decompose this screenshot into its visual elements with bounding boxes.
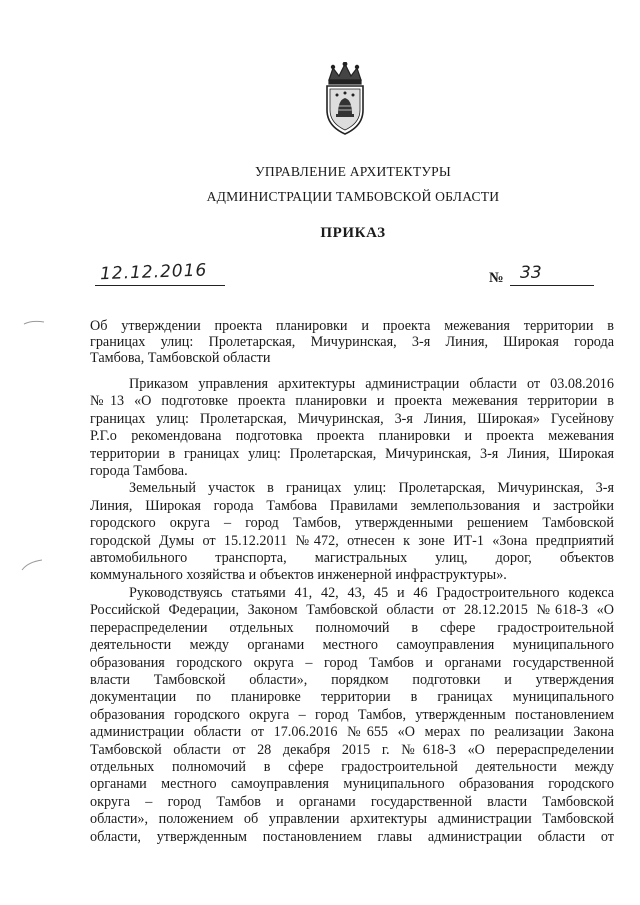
agency-name-line1: УПРАВЛЕНИЕ АРХИТЕКТУРЫ — [255, 164, 451, 179]
text-line: городской Думы от 15.12.2011 №472, отнесен к зоне ИТ-1 «Зона предприятий — [90, 532, 614, 549]
text-line: округа – город Тамбов и органами государственной власти Тамбовской — [90, 793, 614, 810]
text-line: Об утверждении проекта планировки и проекта межевания территории в — [90, 318, 614, 334]
text-line: Тамбовской области от 28 декабря 2015 г. №618-З «О перераспределении — [90, 741, 614, 758]
text-line: №13 «О подготовке проекта планировки и проекта межевания территории в — [90, 393, 614, 410]
text-line: Р.Г.о рекомендована подготовка проекта планировки и проекта межевания — [90, 428, 614, 445]
text-line: документации по планировке территории в границах муниципального — [90, 689, 614, 706]
text-line: городского округа – город Тамбов, утвержденными решением Тамбовской — [90, 515, 614, 532]
document-type-title: ПРИКАЗ — [320, 225, 386, 241]
margin-pencil-mark — [20, 558, 44, 572]
handwritten-date: 12.12.2016 — [99, 260, 208, 285]
text-line: Российской Федерации, Законом Тамбовской области от 28.12.2015 №618-З «О — [90, 602, 614, 619]
text-line: города Тамбова. — [90, 463, 188, 480]
margin-pencil-mark — [22, 318, 46, 328]
text-line: коммунального хозяйства и объектов инженерной инфраструктуры». — [90, 567, 507, 584]
text-line: области», положением об управлении архитектуры администрации Тамбовской — [90, 811, 614, 828]
text-line: Тамбова, Тамбовской области — [90, 350, 271, 366]
text-line: перераспределении отдельных полномочий в сфере градостроительной — [90, 619, 614, 636]
agency-name-line2: АДМИНИСТРАЦИИ ТАМБОВСКОЙ ОБЛАСТИ — [206, 189, 500, 204]
tambov-coat-of-arms-icon — [319, 62, 371, 136]
text-line: Руководствуясь статьями 41, 42, 43, 45 и 46 Градостроительного кодекса — [129, 584, 614, 601]
text-line: границах улиц: Пролетарская, Мичуринская, 3-я Линия, Широкая города — [90, 334, 614, 350]
text-line: Приказом управления архитектуры администрации области от 03.08.2016 — [129, 376, 614, 392]
text-line: территории в границах улиц: Пролетарская, Мичуринская, 3-я Линия, Широкая — [90, 445, 614, 462]
text-line: образования городского округа – город Тамбов и органами государственной — [90, 654, 614, 671]
text-line: деятельности между органами местного самоуправления муниципального — [90, 637, 614, 654]
text-line: Земельный участок в границах улиц: Пролетарская, Мичуринская, 3-я — [129, 480, 614, 497]
text-line: области, утвержденным постановлением главы администрации области от — [90, 828, 614, 845]
text-line: администрации области от 17.06.2016 №655 «О мерах по реализации Закона — [90, 724, 614, 741]
order-subject — [90, 318, 614, 366]
text-line: автомобильного транспорта, магистральных улиц, дорог, объектов — [90, 550, 614, 567]
number-label: № — [489, 270, 504, 286]
text-line: границах улиц: Пролетарская, Мичуринская, 3-я Линия, Широкая» Гусейнову — [90, 410, 614, 427]
handwritten-number: 33 — [520, 263, 542, 283]
number-underline — [510, 285, 594, 286]
text-line: образования городского округа – город Тамбов, утвержденным постановлением — [90, 706, 614, 723]
date-underline — [95, 285, 225, 286]
text-line: Линия, Широкая города Тамбова Правилами землепользования и застройки — [90, 497, 614, 514]
text-line: отдельных полномочий в сфере градостроительной деятельности между — [90, 758, 614, 775]
text-line: власти Тамбовской области», порядком подготовки и утверждения — [90, 671, 614, 688]
text-line: органами местного самоуправления муниципального образования городского — [90, 776, 614, 793]
order-body-text — [90, 376, 614, 846]
